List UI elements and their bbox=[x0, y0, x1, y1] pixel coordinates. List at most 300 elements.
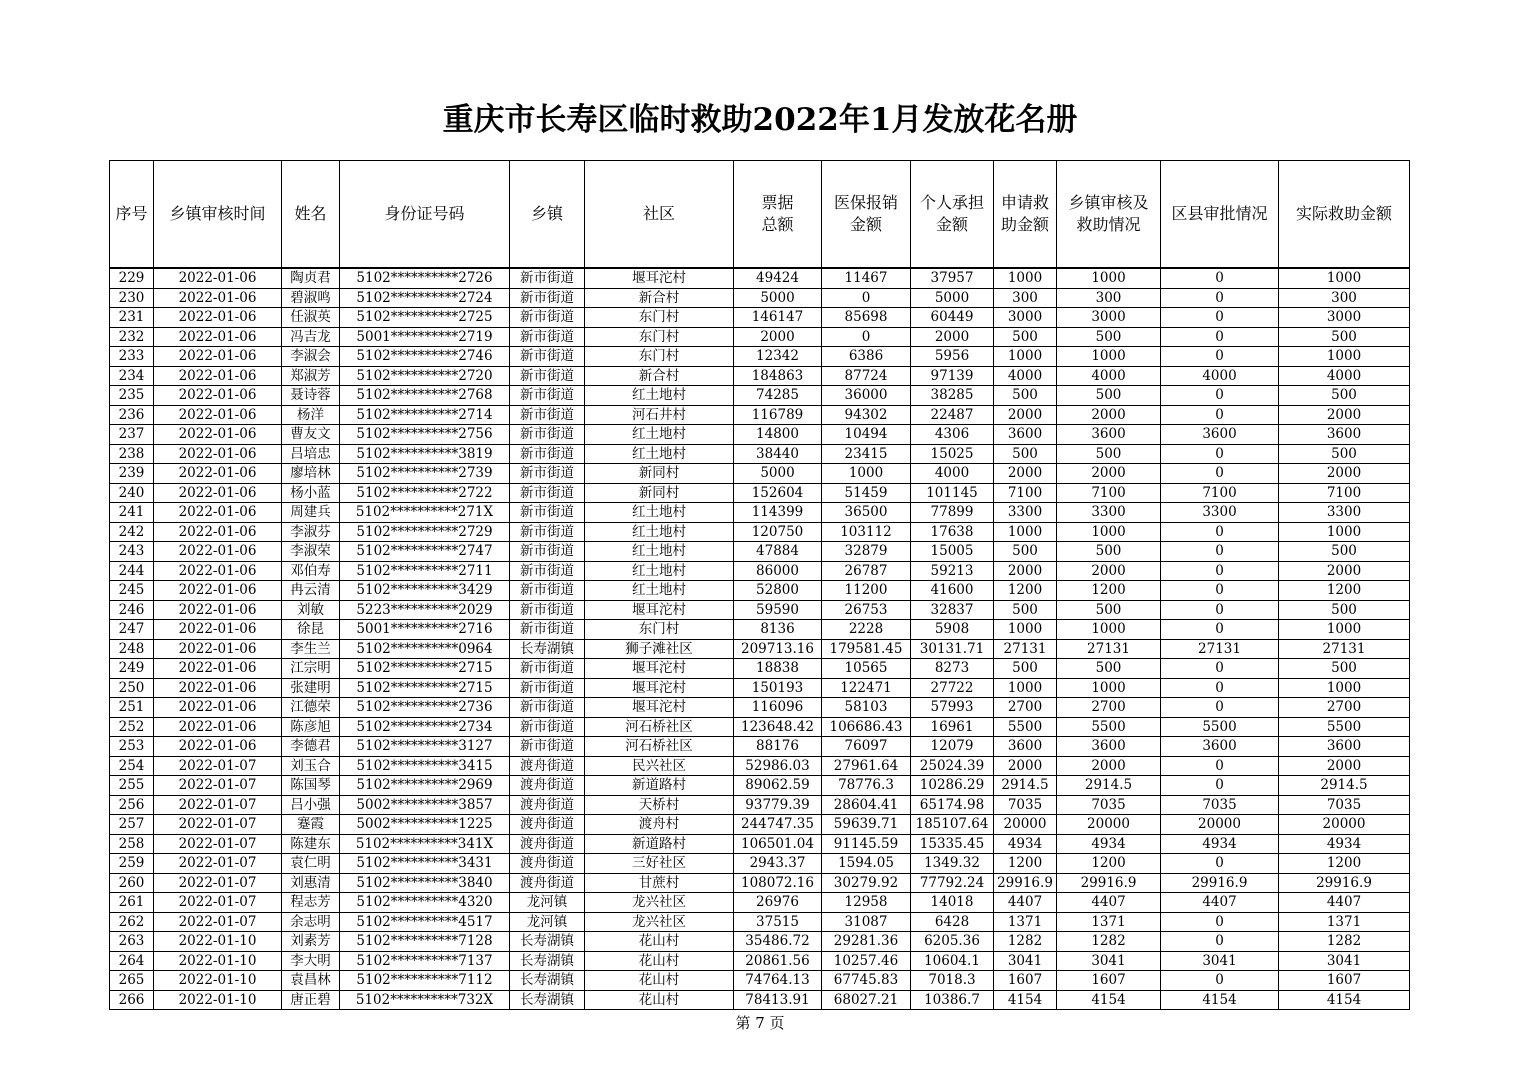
header-col-id-number: 身份证号码 bbox=[340, 161, 510, 269]
col-review-date: 2022-01-06 bbox=[154, 503, 282, 523]
col-county-approval: 4154 bbox=[1161, 990, 1279, 1010]
col-bill-total: 108072.16 bbox=[734, 873, 822, 893]
col-requested-amount: 1200 bbox=[994, 854, 1057, 874]
col-id-number: 5102**********2746 bbox=[340, 347, 510, 367]
col-review-date: 2022-01-06 bbox=[154, 659, 282, 679]
col-actual-amount: 1200 bbox=[1279, 854, 1410, 874]
col-seq: 243 bbox=[110, 542, 154, 562]
col-requested-amount: 500 bbox=[994, 327, 1057, 347]
col-county-approval: 0 bbox=[1161, 561, 1279, 581]
table-row bbox=[110, 620, 1410, 640]
col-town-review: 3000 bbox=[1057, 308, 1161, 328]
col-personal-cost: 22487 bbox=[911, 405, 994, 425]
table-row bbox=[110, 873, 1410, 893]
col-county-approval: 0 bbox=[1161, 405, 1279, 425]
col-town: 渡舟街道 bbox=[510, 854, 585, 874]
col-review-date: 2022-01-06 bbox=[154, 425, 282, 445]
col-requested-amount: 500 bbox=[994, 542, 1057, 562]
col-town: 新市街道 bbox=[510, 561, 585, 581]
col-county-approval: 0 bbox=[1161, 464, 1279, 484]
col-town: 新市街道 bbox=[510, 717, 585, 737]
col-review-date: 2022-01-06 bbox=[154, 288, 282, 308]
col-county-approval: 20000 bbox=[1161, 815, 1279, 835]
col-personal-cost: 27722 bbox=[911, 678, 994, 698]
col-bill-total: 120750 bbox=[734, 522, 822, 542]
col-bill-total: 2000 bbox=[734, 327, 822, 347]
header-row bbox=[110, 161, 1410, 269]
col-name: 杨小蓝 bbox=[282, 483, 340, 503]
col-county-approval: 27131 bbox=[1161, 639, 1279, 659]
table-row bbox=[110, 503, 1410, 523]
table-row bbox=[110, 756, 1410, 776]
col-actual-amount: 3041 bbox=[1279, 951, 1410, 971]
col-town-review: 500 bbox=[1057, 386, 1161, 406]
col-bill-total: 86000 bbox=[734, 561, 822, 581]
col-name: 江德荣 bbox=[282, 698, 340, 718]
col-id-number: 5102**********2747 bbox=[340, 542, 510, 562]
col-insurance-reimbursed: 10257.46 bbox=[822, 951, 911, 971]
col-id-number: 5001**********2716 bbox=[340, 620, 510, 640]
col-community: 花山村 bbox=[585, 990, 734, 1010]
col-town: 新市街道 bbox=[510, 600, 585, 620]
col-requested-amount: 500 bbox=[994, 444, 1057, 464]
table-row bbox=[110, 308, 1410, 328]
col-county-approval: 0 bbox=[1161, 698, 1279, 718]
col-requested-amount: 2914.5 bbox=[994, 776, 1057, 796]
col-requested-amount: 500 bbox=[994, 600, 1057, 620]
col-actual-amount: 500 bbox=[1279, 600, 1410, 620]
col-county-approval: 0 bbox=[1161, 522, 1279, 542]
col-id-number: 5102**********271X bbox=[340, 503, 510, 523]
col-county-approval: 4000 bbox=[1161, 366, 1279, 386]
table-row bbox=[110, 366, 1410, 386]
col-id-number: 5102**********4320 bbox=[340, 893, 510, 913]
col-personal-cost: 16961 bbox=[911, 717, 994, 737]
col-id-number: 5102**********2768 bbox=[340, 386, 510, 406]
col-insurance-reimbursed: 58103 bbox=[822, 698, 911, 718]
col-bill-total: 74764.13 bbox=[734, 971, 822, 991]
col-name: 刘敏 bbox=[282, 600, 340, 620]
col-actual-amount: 1000 bbox=[1279, 620, 1410, 640]
col-insurance-reimbursed: 10565 bbox=[822, 659, 911, 679]
col-seq: 231 bbox=[110, 308, 154, 328]
col-seq: 241 bbox=[110, 503, 154, 523]
col-review-date: 2022-01-07 bbox=[154, 815, 282, 835]
col-review-date: 2022-01-06 bbox=[154, 386, 282, 406]
col-bill-total: 89062.59 bbox=[734, 776, 822, 796]
col-actual-amount: 5500 bbox=[1279, 717, 1410, 737]
col-community: 东门村 bbox=[585, 620, 734, 640]
col-town-review: 1000 bbox=[1057, 347, 1161, 367]
col-insurance-reimbursed: 85698 bbox=[822, 308, 911, 328]
col-actual-amount: 2700 bbox=[1279, 698, 1410, 718]
col-town: 渡舟街道 bbox=[510, 756, 585, 776]
col-requested-amount: 1000 bbox=[994, 268, 1057, 288]
col-id-number: 5102**********341X bbox=[340, 834, 510, 854]
table-row bbox=[110, 347, 1410, 367]
col-community: 河石桥社区 bbox=[585, 737, 734, 757]
col-town: 长寿湖镇 bbox=[510, 639, 585, 659]
col-requested-amount: 3000 bbox=[994, 308, 1057, 328]
col-community: 堰耳沱村 bbox=[585, 698, 734, 718]
col-review-date: 2022-01-10 bbox=[154, 971, 282, 991]
col-seq: 264 bbox=[110, 951, 154, 971]
col-town-review: 1200 bbox=[1057, 854, 1161, 874]
relief-roster-table bbox=[109, 160, 1410, 1010]
table-row bbox=[110, 386, 1410, 406]
col-personal-cost: 6428 bbox=[911, 912, 994, 932]
col-insurance-reimbursed: 31087 bbox=[822, 912, 911, 932]
col-county-approval: 29916.9 bbox=[1161, 873, 1279, 893]
col-town: 新市街道 bbox=[510, 386, 585, 406]
col-seq: 233 bbox=[110, 347, 154, 367]
table-row bbox=[110, 932, 1410, 952]
col-review-date: 2022-01-06 bbox=[154, 308, 282, 328]
col-requested-amount: 20000 bbox=[994, 815, 1057, 835]
col-insurance-reimbursed: 23415 bbox=[822, 444, 911, 464]
col-county-approval: 4407 bbox=[1161, 893, 1279, 913]
col-actual-amount: 500 bbox=[1279, 659, 1410, 679]
col-community: 红土地村 bbox=[585, 386, 734, 406]
col-bill-total: 38440 bbox=[734, 444, 822, 464]
col-seq: 236 bbox=[110, 405, 154, 425]
col-town-review: 3300 bbox=[1057, 503, 1161, 523]
col-id-number: 5001**********2719 bbox=[340, 327, 510, 347]
col-county-approval: 0 bbox=[1161, 600, 1279, 620]
col-county-approval: 0 bbox=[1161, 971, 1279, 991]
col-insurance-reimbursed: 59639.71 bbox=[822, 815, 911, 835]
col-seq: 230 bbox=[110, 288, 154, 308]
col-personal-cost: 14018 bbox=[911, 893, 994, 913]
col-id-number: 5102**********2725 bbox=[340, 308, 510, 328]
col-community: 红土地村 bbox=[585, 522, 734, 542]
col-bill-total: 26976 bbox=[734, 893, 822, 913]
col-bill-total: 106501.04 bbox=[734, 834, 822, 854]
col-bill-total: 5000 bbox=[734, 288, 822, 308]
col-seq: 251 bbox=[110, 698, 154, 718]
col-name: 曹友文 bbox=[282, 425, 340, 445]
col-review-date: 2022-01-06 bbox=[154, 717, 282, 737]
col-town: 新市街道 bbox=[510, 542, 585, 562]
col-personal-cost: 15005 bbox=[911, 542, 994, 562]
col-review-date: 2022-01-06 bbox=[154, 678, 282, 698]
col-town: 渡舟街道 bbox=[510, 776, 585, 796]
table-row bbox=[110, 522, 1410, 542]
col-bill-total: 123648.42 bbox=[734, 717, 822, 737]
table-row bbox=[110, 561, 1410, 581]
page-title: 重庆市长寿区临时救助2022年1月发放花名册 bbox=[442, 102, 1078, 138]
table-row bbox=[110, 542, 1410, 562]
col-name: 郑淑芳 bbox=[282, 366, 340, 386]
col-actual-amount: 1282 bbox=[1279, 932, 1410, 952]
col-community: 渡舟村 bbox=[585, 815, 734, 835]
col-town-review: 2700 bbox=[1057, 698, 1161, 718]
col-name: 碧淑鸣 bbox=[282, 288, 340, 308]
table-row bbox=[110, 971, 1410, 991]
col-review-date: 2022-01-07 bbox=[154, 776, 282, 796]
col-bill-total: 49424 bbox=[734, 268, 822, 288]
col-actual-amount: 1000 bbox=[1279, 268, 1410, 288]
col-review-date: 2022-01-06 bbox=[154, 600, 282, 620]
col-insurance-reimbursed: 26787 bbox=[822, 561, 911, 581]
col-actual-amount: 4934 bbox=[1279, 834, 1410, 854]
header-col-personal-cost: 个人承担 金额 bbox=[911, 161, 994, 269]
col-personal-cost: 30131.71 bbox=[911, 639, 994, 659]
col-town: 新市街道 bbox=[510, 288, 585, 308]
col-actual-amount: 3000 bbox=[1279, 308, 1410, 328]
col-bill-total: 2943.37 bbox=[734, 854, 822, 874]
col-bill-total: 116096 bbox=[734, 698, 822, 718]
table-row bbox=[110, 639, 1410, 659]
col-name: 陈彦旭 bbox=[282, 717, 340, 737]
col-personal-cost: 17638 bbox=[911, 522, 994, 542]
col-requested-amount: 500 bbox=[994, 386, 1057, 406]
col-name: 刘玉合 bbox=[282, 756, 340, 776]
col-review-date: 2022-01-06 bbox=[154, 639, 282, 659]
col-insurance-reimbursed: 76097 bbox=[822, 737, 911, 757]
col-name: 张建明 bbox=[282, 678, 340, 698]
table-row bbox=[110, 464, 1410, 484]
col-requested-amount: 4407 bbox=[994, 893, 1057, 913]
col-town: 长寿湖镇 bbox=[510, 932, 585, 952]
header-col-community: 社区 bbox=[585, 161, 734, 269]
col-town-review: 500 bbox=[1057, 444, 1161, 464]
col-name: 邓伯寿 bbox=[282, 561, 340, 581]
col-town-review: 1607 bbox=[1057, 971, 1161, 991]
col-requested-amount: 3041 bbox=[994, 951, 1057, 971]
col-name: 陶贞君 bbox=[282, 268, 340, 288]
col-review-date: 2022-01-06 bbox=[154, 483, 282, 503]
col-name: 徐昆 bbox=[282, 620, 340, 640]
table-row bbox=[110, 834, 1410, 854]
col-county-approval: 4934 bbox=[1161, 834, 1279, 854]
col-review-date: 2022-01-07 bbox=[154, 756, 282, 776]
col-town: 新市街道 bbox=[510, 522, 585, 542]
col-id-number: 5102**********2736 bbox=[340, 698, 510, 718]
col-town-review: 3600 bbox=[1057, 425, 1161, 445]
col-actual-amount: 20000 bbox=[1279, 815, 1410, 835]
col-seq: 246 bbox=[110, 600, 154, 620]
header-col-requested-amount: 申请救 助金额 bbox=[994, 161, 1057, 269]
col-name: 冉云清 bbox=[282, 581, 340, 601]
col-id-number: 5102**********4517 bbox=[340, 912, 510, 932]
col-bill-total: 5000 bbox=[734, 464, 822, 484]
col-bill-total: 114399 bbox=[734, 503, 822, 523]
col-actual-amount: 500 bbox=[1279, 386, 1410, 406]
col-requested-amount: 1282 bbox=[994, 932, 1057, 952]
col-review-date: 2022-01-06 bbox=[154, 698, 282, 718]
col-personal-cost: 25024.39 bbox=[911, 756, 994, 776]
col-town-review: 5500 bbox=[1057, 717, 1161, 737]
col-name: 吕培忠 bbox=[282, 444, 340, 464]
col-personal-cost: 32837 bbox=[911, 600, 994, 620]
col-seq: 257 bbox=[110, 815, 154, 835]
table-row bbox=[110, 893, 1410, 913]
col-actual-amount: 2000 bbox=[1279, 405, 1410, 425]
col-name: 刘素芳 bbox=[282, 932, 340, 952]
col-county-approval: 0 bbox=[1161, 854, 1279, 874]
col-community: 甘蔗村 bbox=[585, 873, 734, 893]
col-name: 李淑会 bbox=[282, 347, 340, 367]
col-town-review: 2000 bbox=[1057, 561, 1161, 581]
header-col-name: 姓名 bbox=[282, 161, 340, 269]
col-town: 渡舟街道 bbox=[510, 795, 585, 815]
col-id-number: 5102**********2720 bbox=[340, 366, 510, 386]
col-actual-amount: 3300 bbox=[1279, 503, 1410, 523]
col-bill-total: 74285 bbox=[734, 386, 822, 406]
col-insurance-reimbursed: 12958 bbox=[822, 893, 911, 913]
col-community: 东门村 bbox=[585, 347, 734, 367]
table-row bbox=[110, 483, 1410, 503]
col-insurance-reimbursed: 29281.36 bbox=[822, 932, 911, 952]
col-name: 李大明 bbox=[282, 951, 340, 971]
col-community: 龙兴社区 bbox=[585, 912, 734, 932]
col-review-date: 2022-01-06 bbox=[154, 542, 282, 562]
col-review-date: 2022-01-06 bbox=[154, 620, 282, 640]
col-seq: 266 bbox=[110, 990, 154, 1010]
table-row bbox=[110, 776, 1410, 796]
table-row bbox=[110, 737, 1410, 757]
col-actual-amount: 2000 bbox=[1279, 561, 1410, 581]
col-name: 刘惠清 bbox=[282, 873, 340, 893]
col-actual-amount: 3600 bbox=[1279, 737, 1410, 757]
col-seq: 247 bbox=[110, 620, 154, 640]
col-town: 新市街道 bbox=[510, 483, 585, 503]
table-row bbox=[110, 288, 1410, 308]
col-actual-amount: 2000 bbox=[1279, 756, 1410, 776]
col-actual-amount: 300 bbox=[1279, 288, 1410, 308]
col-requested-amount: 1000 bbox=[994, 522, 1057, 542]
col-requested-amount: 3600 bbox=[994, 425, 1057, 445]
col-insurance-reimbursed: 87724 bbox=[822, 366, 911, 386]
col-actual-amount: 1000 bbox=[1279, 522, 1410, 542]
col-town-review: 1000 bbox=[1057, 620, 1161, 640]
col-review-date: 2022-01-06 bbox=[154, 366, 282, 386]
col-town: 渡舟街道 bbox=[510, 873, 585, 893]
col-actual-amount: 3600 bbox=[1279, 425, 1410, 445]
col-actual-amount: 500 bbox=[1279, 327, 1410, 347]
col-town: 长寿湖镇 bbox=[510, 951, 585, 971]
col-actual-amount: 1607 bbox=[1279, 971, 1410, 991]
col-insurance-reimbursed: 36000 bbox=[822, 386, 911, 406]
col-town-review: 1000 bbox=[1057, 678, 1161, 698]
col-id-number: 5102**********0964 bbox=[340, 639, 510, 659]
col-name: 陈国琴 bbox=[282, 776, 340, 796]
col-county-approval: 0 bbox=[1161, 347, 1279, 367]
col-seq: 234 bbox=[110, 366, 154, 386]
col-personal-cost: 77899 bbox=[911, 503, 994, 523]
col-town-review: 2000 bbox=[1057, 464, 1161, 484]
col-requested-amount: 1371 bbox=[994, 912, 1057, 932]
col-bill-total: 37515 bbox=[734, 912, 822, 932]
col-seq: 263 bbox=[110, 932, 154, 952]
col-town: 新市街道 bbox=[510, 620, 585, 640]
col-community: 东门村 bbox=[585, 308, 734, 328]
table-row bbox=[110, 405, 1410, 425]
col-community: 堰耳沱村 bbox=[585, 268, 734, 288]
header-col-insurance-reimbursed: 医保报销 金额 bbox=[822, 161, 911, 269]
col-community: 新同村 bbox=[585, 464, 734, 484]
col-bill-total: 18838 bbox=[734, 659, 822, 679]
col-personal-cost: 101145 bbox=[911, 483, 994, 503]
col-town-review: 300 bbox=[1057, 288, 1161, 308]
col-id-number: 5102**********2714 bbox=[340, 405, 510, 425]
col-personal-cost: 65174.98 bbox=[911, 795, 994, 815]
col-town-review: 1200 bbox=[1057, 581, 1161, 601]
col-county-approval: 3300 bbox=[1161, 503, 1279, 523]
col-id-number: 5102**********2724 bbox=[340, 288, 510, 308]
col-requested-amount: 7035 bbox=[994, 795, 1057, 815]
col-personal-cost: 5956 bbox=[911, 347, 994, 367]
table-row bbox=[110, 951, 1410, 971]
col-requested-amount: 1000 bbox=[994, 678, 1057, 698]
col-seq: 244 bbox=[110, 561, 154, 581]
col-review-date: 2022-01-06 bbox=[154, 268, 282, 288]
col-county-approval: 3041 bbox=[1161, 951, 1279, 971]
col-community: 新合村 bbox=[585, 288, 734, 308]
col-bill-total: 184863 bbox=[734, 366, 822, 386]
col-seq: 248 bbox=[110, 639, 154, 659]
col-town: 长寿湖镇 bbox=[510, 990, 585, 1010]
col-bill-total: 116789 bbox=[734, 405, 822, 425]
col-name: 唐正碧 bbox=[282, 990, 340, 1010]
col-county-approval: 0 bbox=[1161, 268, 1279, 288]
col-community: 花山村 bbox=[585, 971, 734, 991]
col-community: 红土地村 bbox=[585, 542, 734, 562]
col-community: 花山村 bbox=[585, 932, 734, 952]
col-review-date: 2022-01-10 bbox=[154, 932, 282, 952]
header-col-bill-total: 票据 总额 bbox=[734, 161, 822, 269]
table-row bbox=[110, 990, 1410, 1010]
col-name: 任淑英 bbox=[282, 308, 340, 328]
col-county-approval: 0 bbox=[1161, 932, 1279, 952]
col-town-review: 500 bbox=[1057, 600, 1161, 620]
col-actual-amount: 500 bbox=[1279, 444, 1410, 464]
col-insurance-reimbursed: 28604.41 bbox=[822, 795, 911, 815]
col-id-number: 5102**********2729 bbox=[340, 522, 510, 542]
col-requested-amount: 2000 bbox=[994, 405, 1057, 425]
col-county-approval: 0 bbox=[1161, 756, 1279, 776]
col-county-approval: 0 bbox=[1161, 678, 1279, 698]
col-requested-amount: 2000 bbox=[994, 561, 1057, 581]
col-insurance-reimbursed: 1594.05 bbox=[822, 854, 911, 874]
col-name: 李淑荣 bbox=[282, 542, 340, 562]
col-seq: 237 bbox=[110, 425, 154, 445]
col-actual-amount: 1000 bbox=[1279, 347, 1410, 367]
col-personal-cost: 5908 bbox=[911, 620, 994, 640]
col-id-number: 5102**********2969 bbox=[340, 776, 510, 796]
col-town: 新市街道 bbox=[510, 503, 585, 523]
col-town-review: 2000 bbox=[1057, 756, 1161, 776]
col-town: 新市街道 bbox=[510, 268, 585, 288]
col-town: 新市街道 bbox=[510, 581, 585, 601]
col-requested-amount: 1607 bbox=[994, 971, 1057, 991]
col-town-review: 3600 bbox=[1057, 737, 1161, 757]
col-town-review: 7100 bbox=[1057, 483, 1161, 503]
col-town: 新市街道 bbox=[510, 659, 585, 679]
col-seq: 262 bbox=[110, 912, 154, 932]
col-insurance-reimbursed: 30279.92 bbox=[822, 873, 911, 893]
col-name: 吕小强 bbox=[282, 795, 340, 815]
header-col-review-date: 乡镇审核时间 bbox=[154, 161, 282, 269]
col-town: 新市街道 bbox=[510, 308, 585, 328]
col-insurance-reimbursed: 0 bbox=[822, 327, 911, 347]
header-col-town-review: 乡镇审核及 救助情况 bbox=[1057, 161, 1161, 269]
col-actual-amount: 2000 bbox=[1279, 464, 1410, 484]
col-bill-total: 14800 bbox=[734, 425, 822, 445]
col-bill-total: 20861.56 bbox=[734, 951, 822, 971]
col-requested-amount: 1000 bbox=[994, 347, 1057, 367]
